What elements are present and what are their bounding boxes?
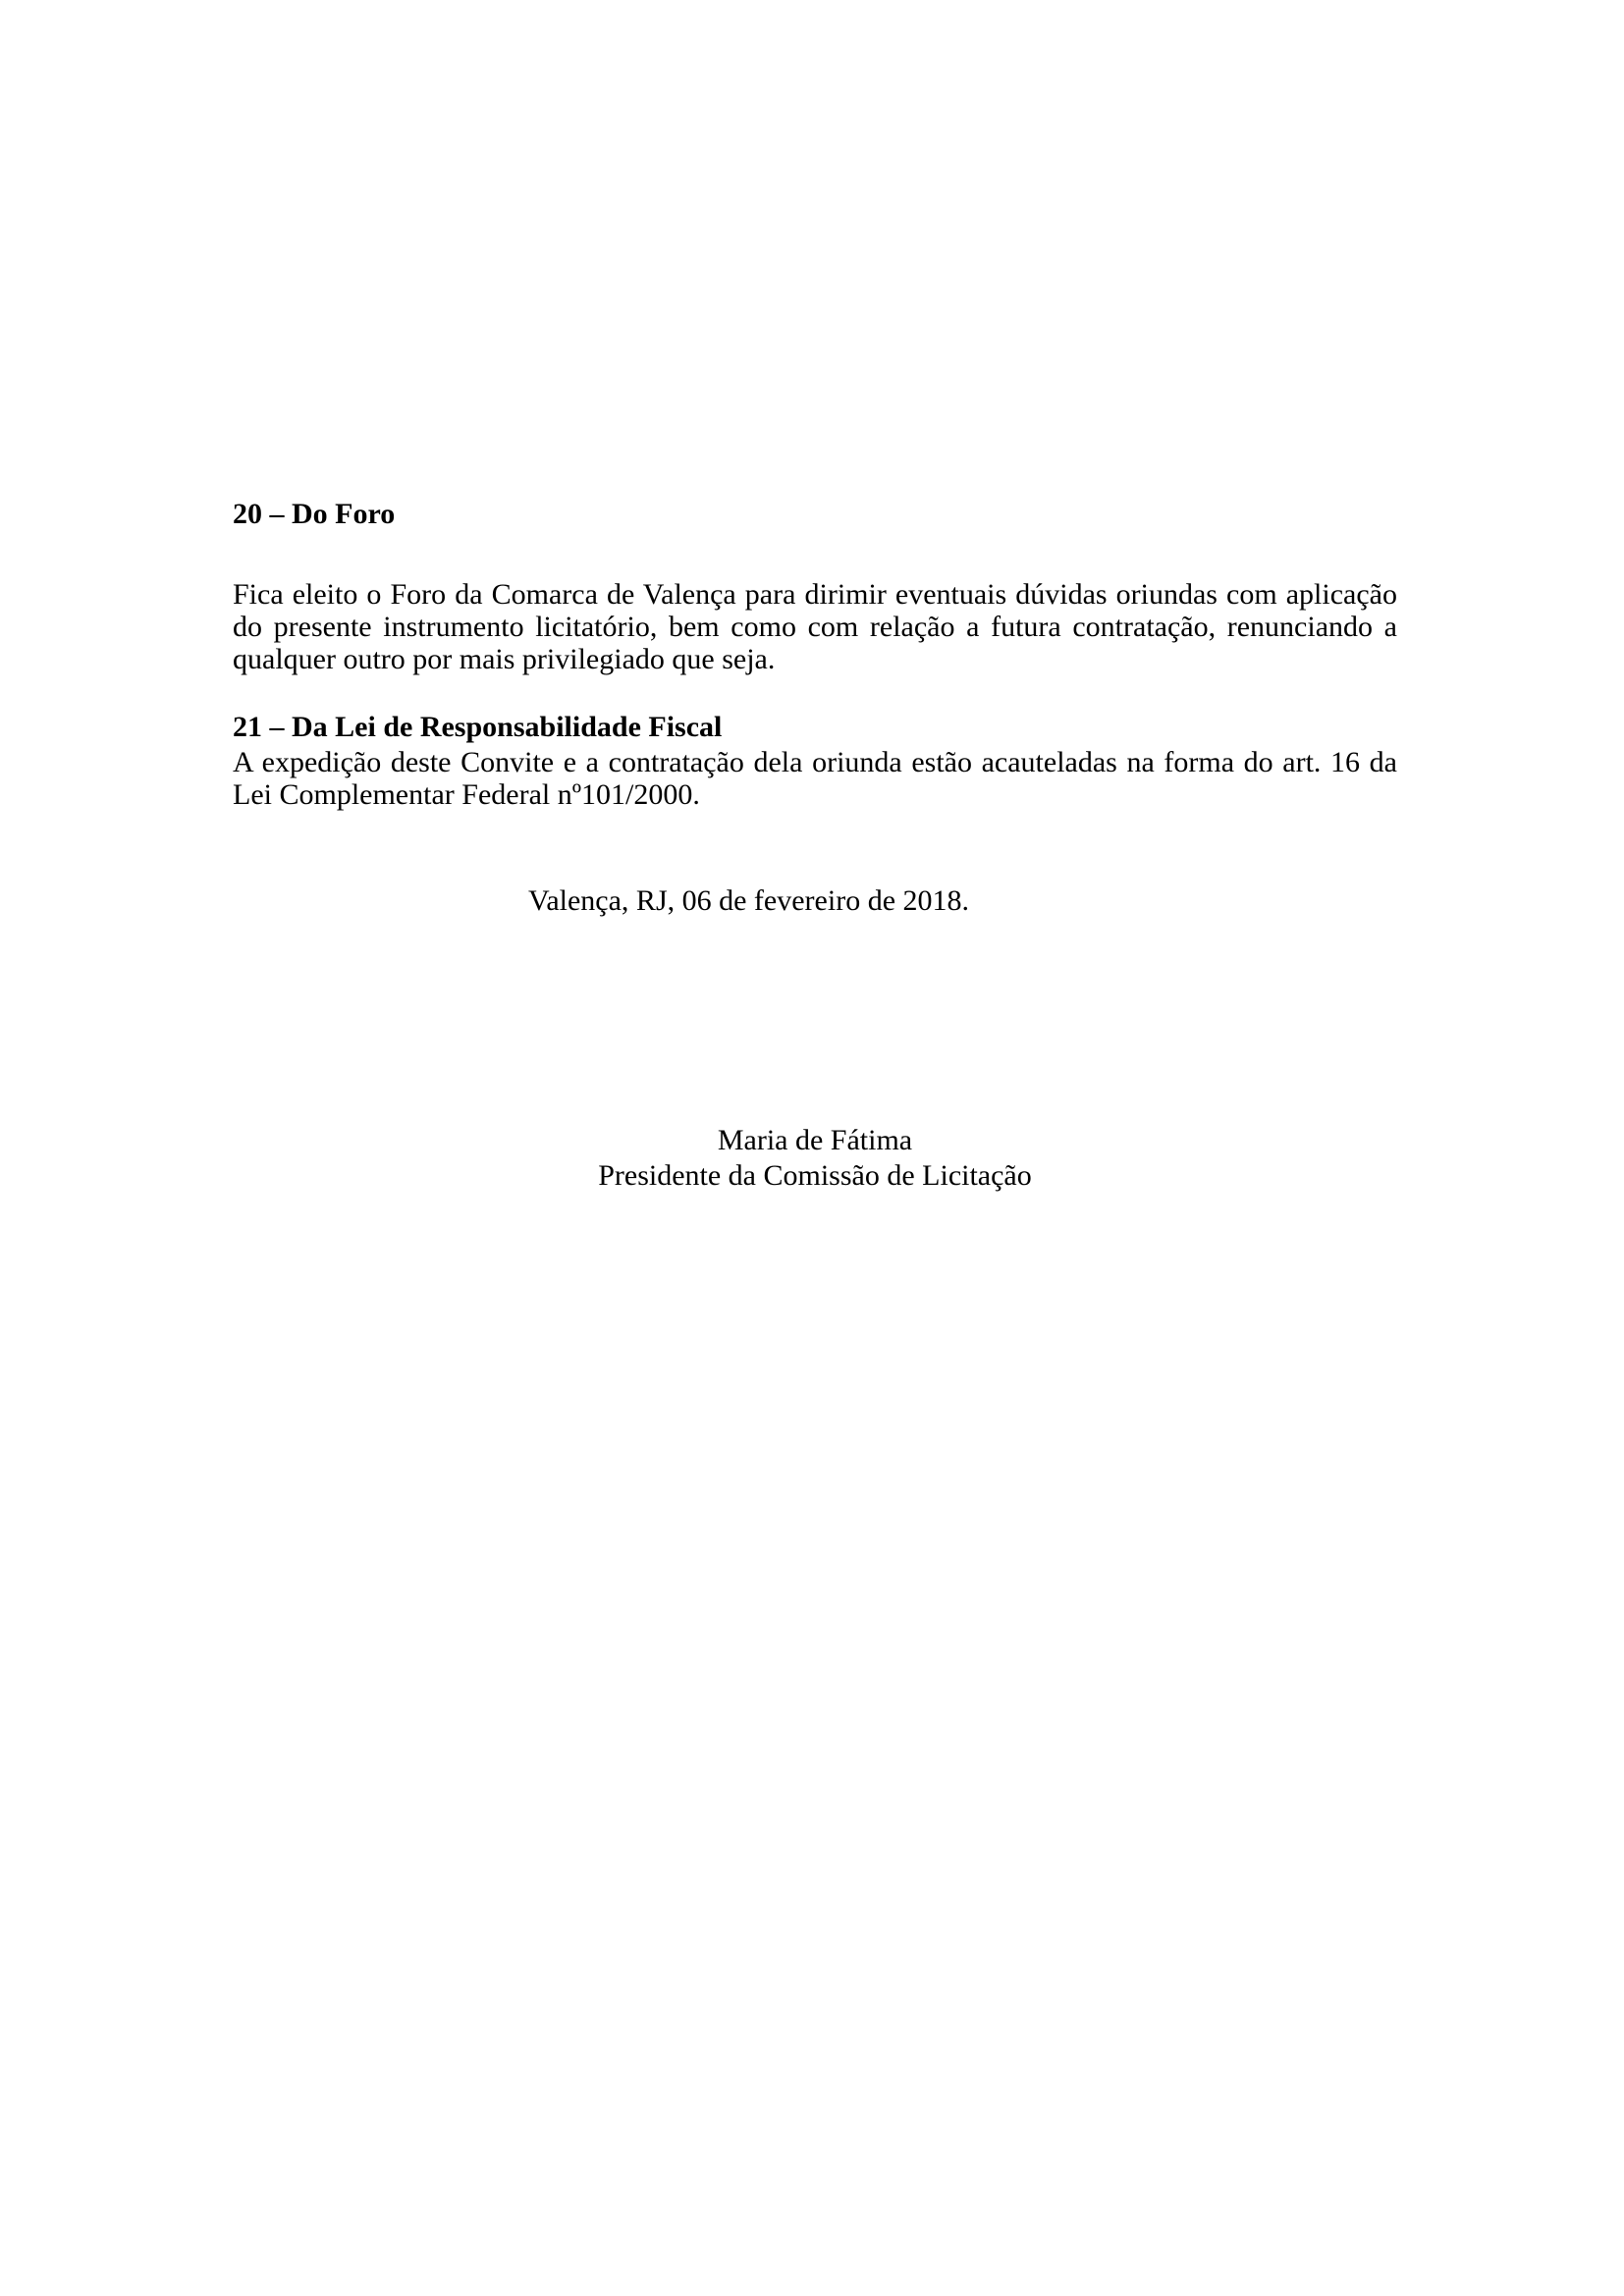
signature-title: Presidente da Comissão de Licitação xyxy=(598,1159,1032,1192)
document-content xyxy=(233,496,1397,1194)
section-body-21-lei-responsabilidade-fiscal: A expedição deste Convite e a contratação dela oriunda estão acauteladas na forma do art. 16 da Lei Complementar Federal nº101/2000. xyxy=(233,746,1397,811)
section-heading-20-do-foro: 20 – Do Foro xyxy=(233,498,396,530)
section-heading-21-lei-responsabilidade-fiscal: 21 – Da Lei de Responsabilidade Fiscal xyxy=(233,711,723,743)
signature-block xyxy=(233,1123,1397,1194)
section-body-20-do-foro: Fica eleito o Foro da Comarca de Valença para dirimir eventuais dúvidas oriundas com aplicação do presente instrumento licitatório, bem como com relação a futura contratação, renunciando a qualquer outro por mais privilegiado que seja. xyxy=(233,578,1397,675)
date-line: Valença, RJ, 06 de fevereiro de 2018. xyxy=(528,884,970,917)
signature-name: Maria de Fátima xyxy=(717,1124,913,1156)
